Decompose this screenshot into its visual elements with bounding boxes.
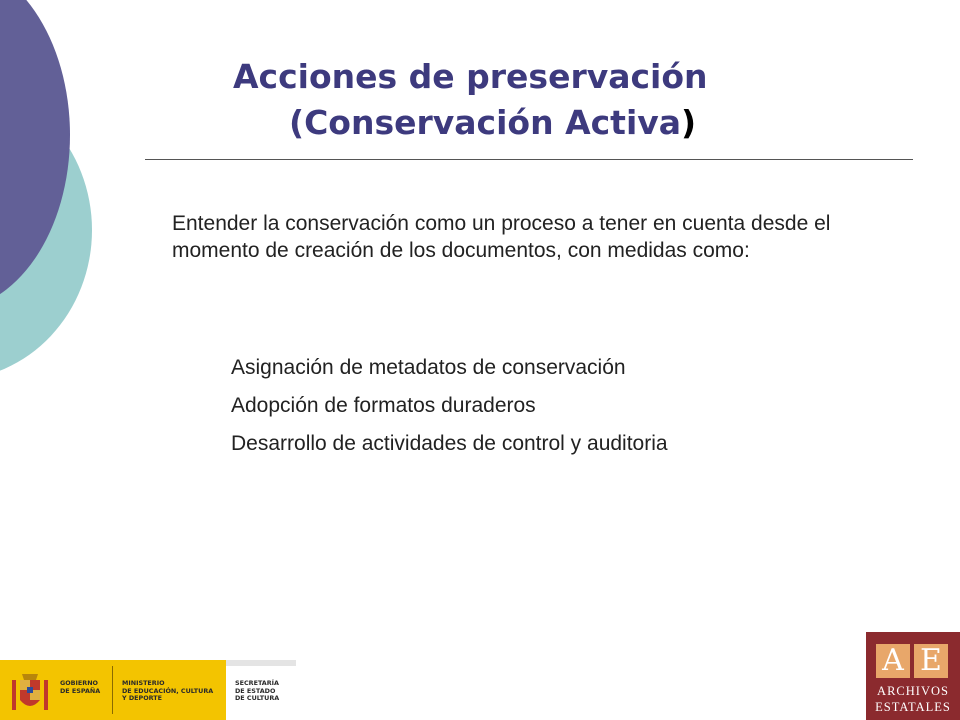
ae-letter-a: A — [876, 644, 910, 678]
title-closing-paren: ) — [681, 103, 697, 142]
title-line-1: Acciones de preservación — [233, 57, 708, 96]
estatales-label: ESTATALES — [875, 700, 951, 714]
secretaria-label: SECRETARÍA DE ESTADO DE CULTURA — [235, 679, 280, 703]
logo-yellow-block — [0, 660, 226, 720]
ministerio-label: MINISTERIO DE EDUCACIÓN, CULTURA Y DEPORTE — [122, 679, 214, 703]
logo-gray-bar — [226, 660, 296, 666]
title-divider — [145, 159, 913, 160]
spanish-coat-of-arms-icon — [10, 670, 50, 716]
slide-title — [233, 54, 873, 146]
measure-item: Desarrollo de actividades de control y auditoria — [231, 432, 668, 455]
gobierno-label: GOBIERNO DE ESPAÑA — [60, 679, 101, 695]
ae-letter-e: E — [914, 644, 948, 678]
intro-paragraph: Entender la conservación como un proceso a tener en cuenta desde el momento de creación de los documentos, con medidas como: — [172, 212, 831, 262]
measure-item: Adopción de formatos duraderos — [231, 394, 536, 417]
measures-list — [231, 349, 668, 463]
logo-separator — [112, 666, 113, 714]
measure-item: Asignación de metadatos de conservación — [231, 356, 626, 379]
title-line-2-text: (Conservación Activa — [289, 103, 682, 142]
archivos-estatales-logo — [866, 632, 960, 720]
archivos-label: ARCHIVOS — [877, 684, 949, 698]
government-logo — [0, 660, 296, 720]
title-line-2 — [233, 100, 873, 146]
